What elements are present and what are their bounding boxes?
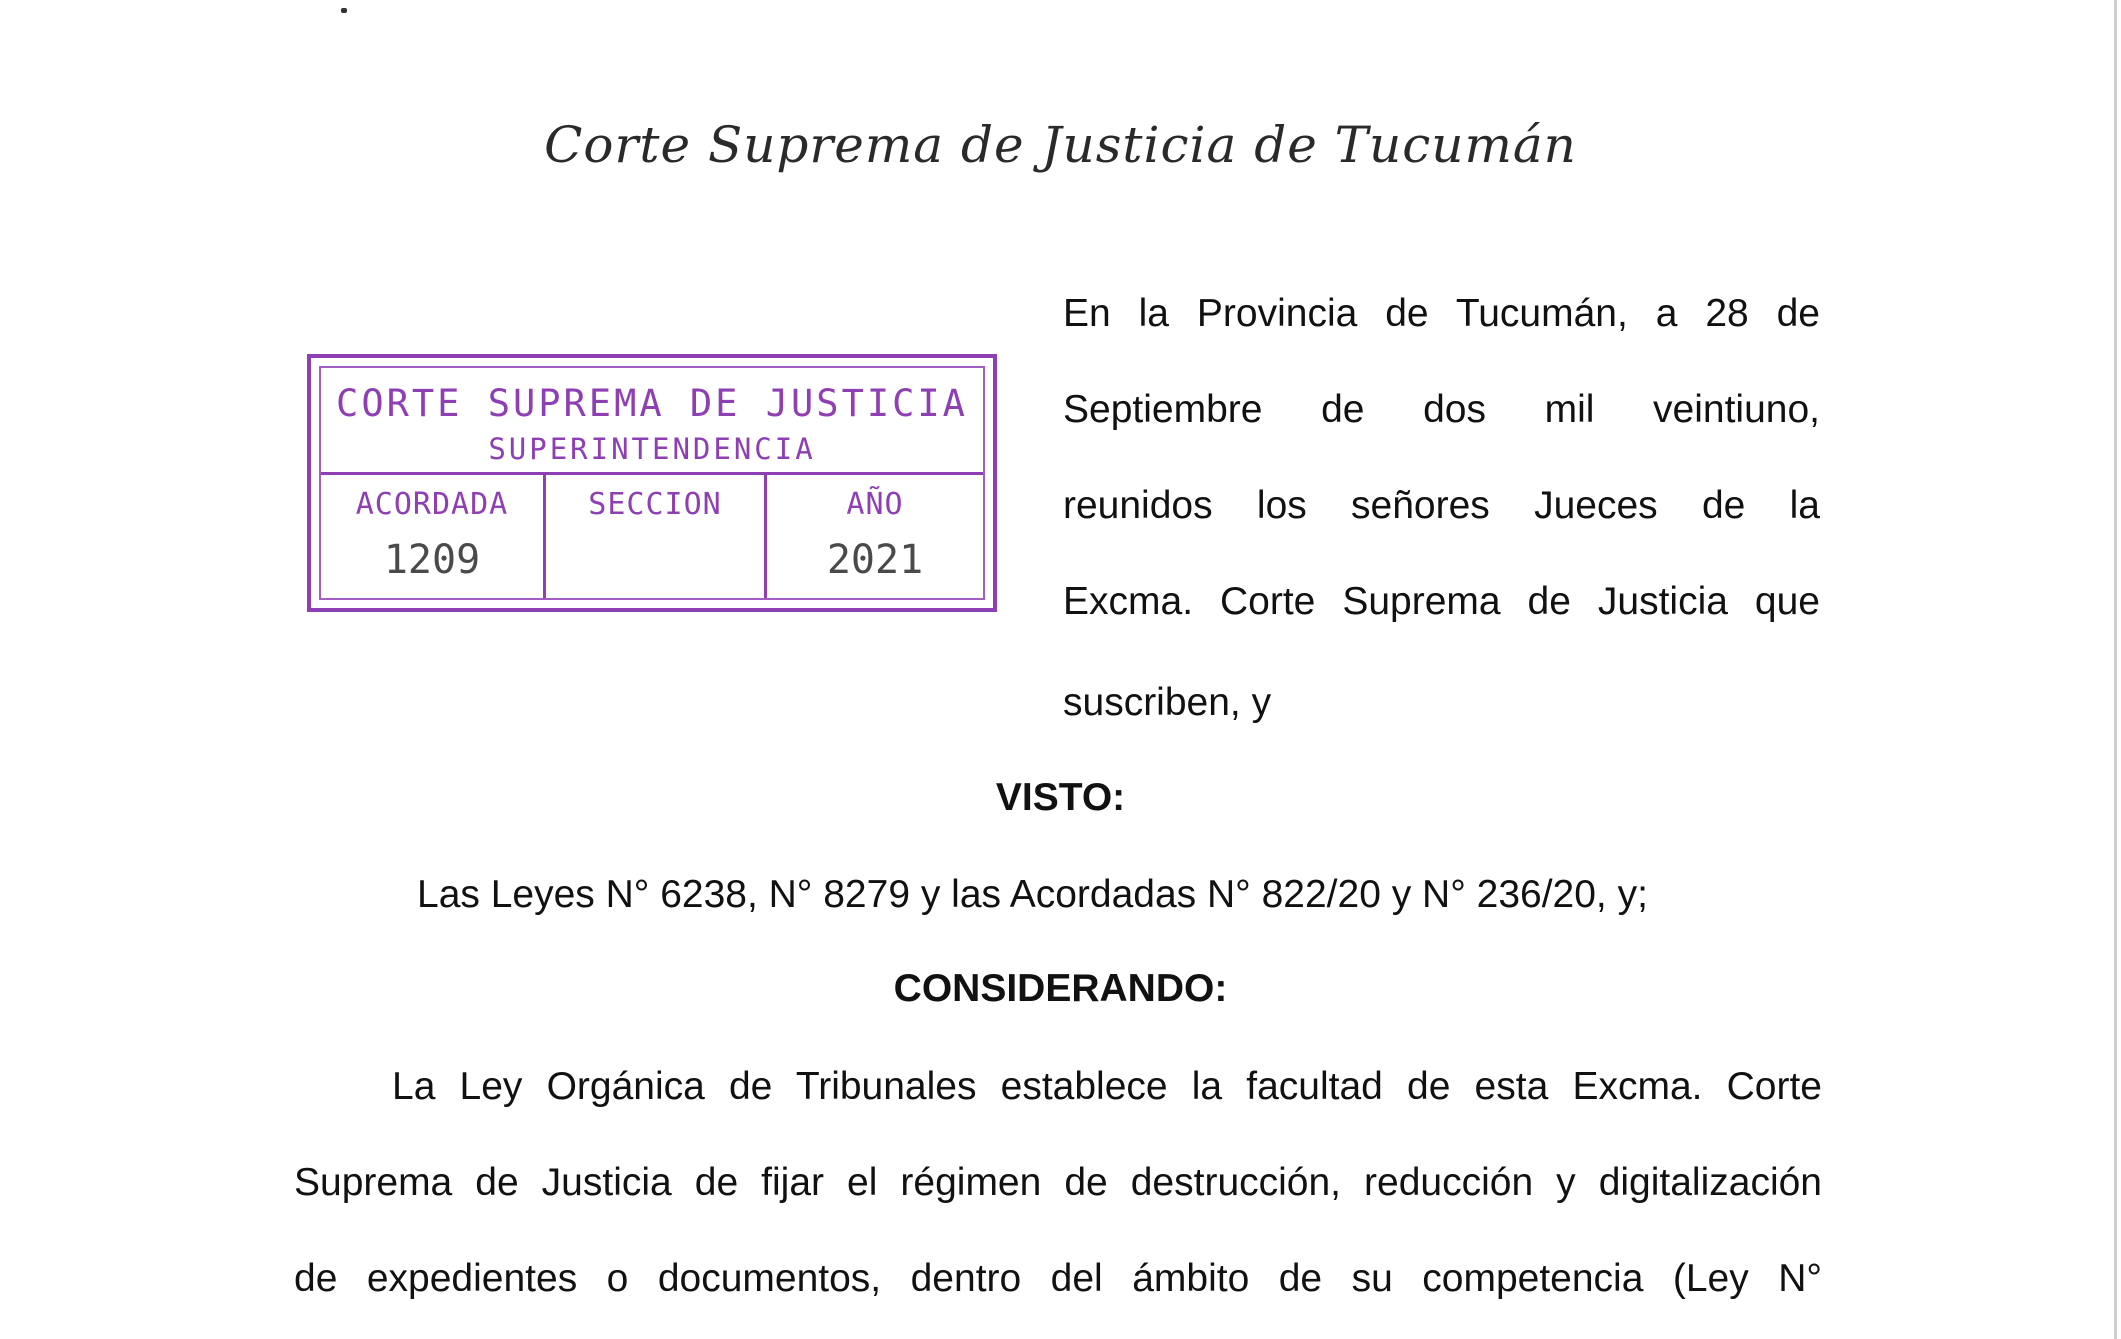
considerando-line-1: La Ley Orgánica de Tribunales establece la facultad de esta Excma. Corte [392,1065,1822,1108]
stamp-title: CORTE SUPREMA DE JUSTICIA [336,382,968,425]
intro-line-5: suscriben, y [1063,681,1272,724]
intro-line-1: En la Provincia de Tucumán, a 28 de [1063,292,1820,335]
intro-line-2: Septiembre de dos mil veintiuno, [1063,388,1820,431]
considerando-line-3: de expedientes o documentos, dentro del ámbito de su competencia (Ley N° [294,1257,1822,1300]
stamp-column-anio [767,475,983,598]
official-stamp [307,354,997,612]
page-edge [2114,0,2117,1339]
stamp-subtitle: SUPERINTENDENCIA [488,432,816,466]
stamp-column-acordada [321,475,546,598]
stamp-label-seccion: SECCION [588,487,722,522]
stamp-label-anio: AÑO [846,487,904,522]
letterhead: Corte Suprema de Justicia de Tucumán [544,116,1577,174]
scan-speck [341,8,347,13]
intro-line-3: reunidos los señores Jueces de la [1063,484,1820,527]
stamp-value-acordada: 1209 [383,537,481,583]
stamp-column-seccion [546,475,767,598]
visto-text: Las Leyes N° 6238, N° 8279 y las Acordadas N° 822/20 y N° 236/20, y; [417,873,1648,916]
visto-heading: VISTO: [995,776,1126,819]
considerando-line-2: Suprema de Justicia de fijar el régimen de destrucción, reducción y digitalización [294,1161,1822,1204]
intro-line-4: Excma. Corte Suprema de Justicia que [1063,580,1820,623]
stamp-value-anio: 2021 [826,537,924,583]
considerando-heading: CONSIDERANDO: [893,967,1228,1010]
stamp-label-acordada: ACORDADA [355,487,509,522]
